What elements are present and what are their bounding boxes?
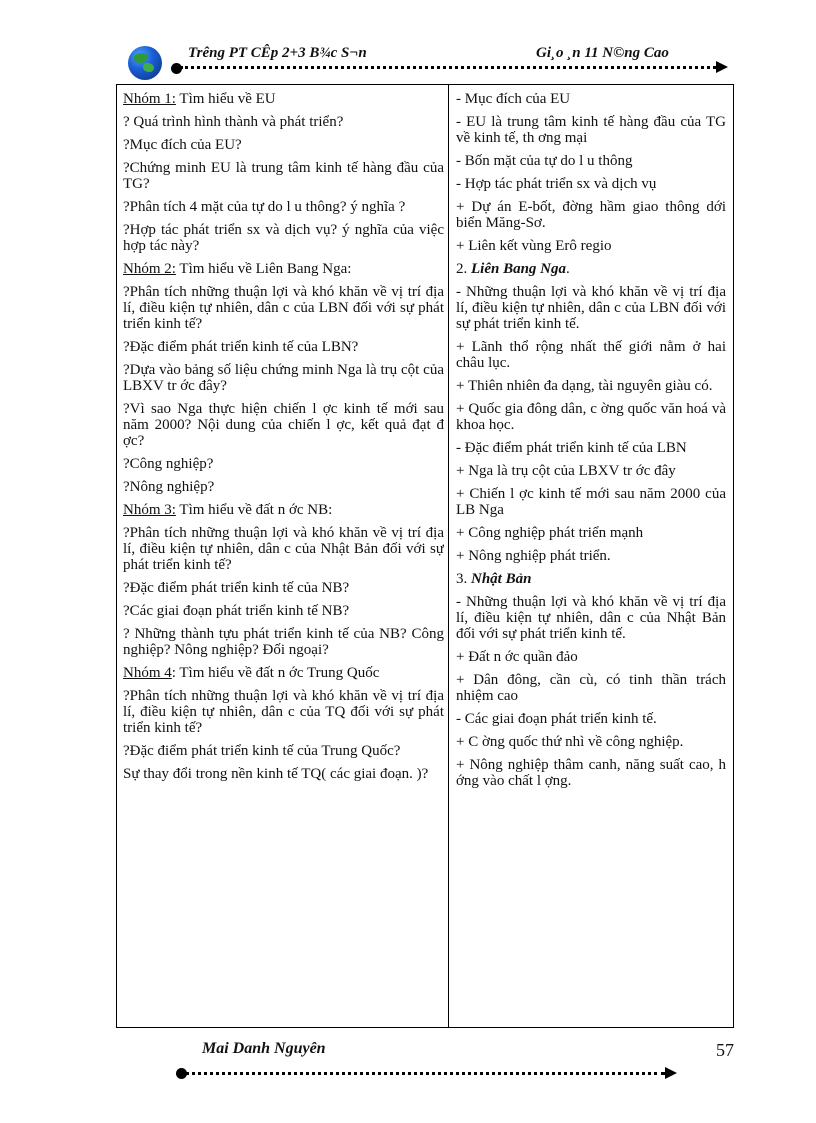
- cell-text: ?Công nghiệp?: [123, 456, 214, 472]
- cell-text: ?Đặc điểm phát triển kinh tế của LBN?: [123, 339, 359, 355]
- group-label: Nhóm 1:: [123, 91, 176, 107]
- cell-text: .: [566, 261, 570, 277]
- school-name: Trêng PT CÊp 2+3 B¾c S¬n: [188, 45, 367, 61]
- question-row: [123, 739, 444, 762]
- question-row: [123, 85, 444, 110]
- cell-text: + Liên kết vùng Erô regio: [456, 238, 612, 254]
- cell-text: + Nông nghiệp thâm canh, năng suất cao, h ớng vào chất l ợng.: [456, 757, 726, 789]
- question-row: [123, 280, 444, 335]
- section-number: 2.: [456, 261, 471, 277]
- cell-text: ?Phân tích những thuận lợi và khó khăn về vị trí địa lí, điều kiện tự nhiên, dân c của Nhật Bản đối với sự phát triển kinh tế?: [123, 525, 444, 573]
- content-row: [456, 590, 726, 645]
- question-row: [123, 397, 444, 452]
- cell-text: ?Đặc điểm phát triển kinh tế của NB?: [123, 580, 350, 596]
- cell-text: + Dự án E-bốt, đờng hầm giao thông dới biển Măng-Sơ.: [456, 199, 726, 231]
- cell-text: ?Dựa vào bảng số liệu chứng minh Nga là trụ cột của LBXV tr ớc đây?: [123, 362, 444, 394]
- cell-text: + Quốc gia đông dân, c ờng quốc văn hoá và khoa học.: [456, 401, 726, 433]
- content-row: [456, 374, 726, 397]
- section-heading: Nhật Bản: [471, 571, 532, 587]
- section-number: 3.: [456, 571, 471, 587]
- cell-text: - Hợp tác phát triển sx và dịch vụ: [456, 176, 657, 192]
- content-row: [456, 149, 726, 172]
- question-row: [123, 762, 444, 785]
- content-row: [456, 234, 726, 257]
- author-name: Mai Danh Nguyên: [202, 1040, 326, 1057]
- content-row: [456, 753, 726, 792]
- cell-text: - Đặc điểm phát triển kinh tế của LBN: [456, 440, 687, 456]
- question-row: [123, 195, 444, 218]
- question-row: [123, 498, 444, 521]
- group-label: Nhóm 4: [123, 665, 172, 681]
- content-row: [456, 85, 726, 110]
- question-row: [123, 475, 444, 498]
- content-row: [456, 567, 726, 590]
- content-row: [456, 645, 726, 668]
- cell-text: + Dân đông, cần cù, có tinh thần trách nhiệm cao: [456, 672, 726, 704]
- question-row: [123, 576, 444, 599]
- question-row: [123, 257, 444, 280]
- cell-text: + Đất n ớc quần đảo: [456, 649, 578, 665]
- cell-text: ?Đặc điểm phát triển kinh tế của Trung Quốc?: [123, 743, 401, 759]
- cell-text: ?Phân tích 4 mặt của tự do l u thông? ý nghĩa ?: [123, 199, 406, 215]
- globe-icon: [128, 46, 162, 80]
- header-dotted-rule: [180, 66, 716, 69]
- cell-text: ?Mục đích của EU?: [123, 137, 242, 153]
- content-row: [456, 730, 726, 753]
- question-row: [123, 521, 444, 576]
- question-row: [123, 452, 444, 475]
- content-row: [456, 668, 726, 707]
- cell-text: - Các giai đoạn phát triển kinh tế.: [456, 711, 657, 727]
- question-row: [123, 622, 444, 661]
- footer-arrow-icon: [665, 1067, 677, 1079]
- cell-text: - EU là trung tâm kinh tế hàng đầu của TG về kinh tế, th ơng mại: [456, 114, 726, 146]
- content-row: [456, 459, 726, 482]
- cell-text: ?Phân tích những thuận lợi và khó khăn về vị trí địa lí, điều kiện tự nhiên, dân c của LBN đối với sự phát triển kinh tế?: [123, 284, 444, 332]
- cell-text: + Thiên nhiên đa dạng, tài nguyên giàu có.: [456, 378, 713, 394]
- footer-dotted-rule: [185, 1072, 665, 1075]
- page-number: 57: [716, 1040, 734, 1060]
- activity-column: [123, 85, 444, 1027]
- header-arrow-icon: [716, 61, 728, 73]
- cell-text: + Công nghiệp phát triển mạnh: [456, 525, 644, 541]
- content-row: [456, 436, 726, 459]
- content-row: [456, 280, 726, 335]
- content-row: [456, 707, 726, 730]
- group-label: Nhóm 2:: [123, 261, 176, 277]
- cell-text: + Chiến l ợc kinh tế mới sau năm 2000 của LB Nga: [456, 486, 726, 518]
- cell-text: - Những thuận lợi và khó khăn về vị trí địa lí, điều kiện tự nhiên, dân c của Nhật Bản đối với sự phát triển kinh tế.: [456, 594, 726, 642]
- question-row: [123, 218, 444, 257]
- cell-text: Tìm hiểu về đất n ớc NB:: [175, 502, 333, 518]
- content-row: [456, 482, 726, 521]
- cell-text: - Mục đích của EU: [456, 91, 571, 107]
- cell-text: ?Chứng minh EU là trung tâm kinh tế hàng đầu của TG?: [123, 160, 444, 192]
- group-label: Nhóm 3:: [123, 502, 176, 518]
- cell-text: ? Quá trình hình thành và phát triển?: [123, 114, 344, 130]
- lesson-table: [116, 84, 734, 1028]
- cell-text: ?Nông nghiệp?: [123, 479, 215, 495]
- cell-text: + C ờng quốc thứ nhì về công nghiệp.: [456, 734, 684, 750]
- cell-text: Sự thay đổi trong nền kinh tế TQ( các giai đoạn. )?: [123, 766, 429, 782]
- page-header: [128, 44, 734, 80]
- question-row: [123, 335, 444, 358]
- content-row: [456, 544, 726, 567]
- question-row: [123, 133, 444, 156]
- cell-text: - Những thuận lợi và khó khăn về vị trí địa lí, điều kiện tự nhiên, dân c của LBN đối với sự phát triển kinh tế.: [456, 284, 726, 332]
- cell-text: + Nga là trụ cột của LBXV tr ớc đây: [456, 463, 676, 479]
- content-row: [456, 521, 726, 544]
- cell-text: ?Hợp tác phát triển sx và dịch vụ? ý nghĩa của việc hợp tác này?: [123, 222, 444, 254]
- lesson-plan-title: Gi¸o ¸n 11 N©ng Cao: [536, 45, 669, 61]
- content-row: [456, 110, 726, 149]
- question-row: [123, 110, 444, 133]
- cell-text: : Tìm hiểu về đất n ớc Trung Quốc: [171, 665, 380, 681]
- content-row: [456, 257, 726, 280]
- column-divider: [448, 85, 449, 1027]
- cell-text: + Nông nghiệp phát triển.: [456, 548, 611, 564]
- cell-text: + Lãnh thổ rộng nhất thế giới nằm ở hai châu lục.: [456, 339, 726, 371]
- content-row: [456, 172, 726, 195]
- content-row: [456, 195, 726, 234]
- content-row: [456, 397, 726, 436]
- question-row: [123, 599, 444, 622]
- cell-text: Tìm hiểu về EU: [175, 91, 276, 107]
- question-row: [123, 156, 444, 195]
- cell-text: ?Phân tích những thuận lợi và khó khăn về vị trí địa lí, điều kiện tự nhiên, dân c của TQ đối với sự phát triển kinh tế?: [123, 688, 444, 736]
- question-row: [123, 661, 444, 684]
- cell-text: ? Những thành tựu phát triển kinh tế của NB? Công nghiệp? Nông nghiệp? Đối ngoại?: [123, 626, 444, 658]
- section-heading: Liên Bang Nga: [471, 261, 567, 277]
- cell-text: ?Vì sao Nga thực hiện chiến l ợc kinh tế mới sau năm 2000? Nội dung của chiến l ợc, kết quả đạt đ ợc?: [123, 401, 444, 449]
- cell-text: ?Các giai đoạn phát triển kinh tế NB?: [123, 603, 350, 619]
- cell-text: Tìm hiểu về Liên Bang Nga:: [175, 261, 352, 277]
- question-row: [123, 684, 444, 739]
- cell-text: - Bốn mặt của tự do l u thông: [456, 153, 633, 169]
- question-row: [123, 358, 444, 397]
- content-column: [456, 85, 726, 1027]
- content-row: [456, 335, 726, 374]
